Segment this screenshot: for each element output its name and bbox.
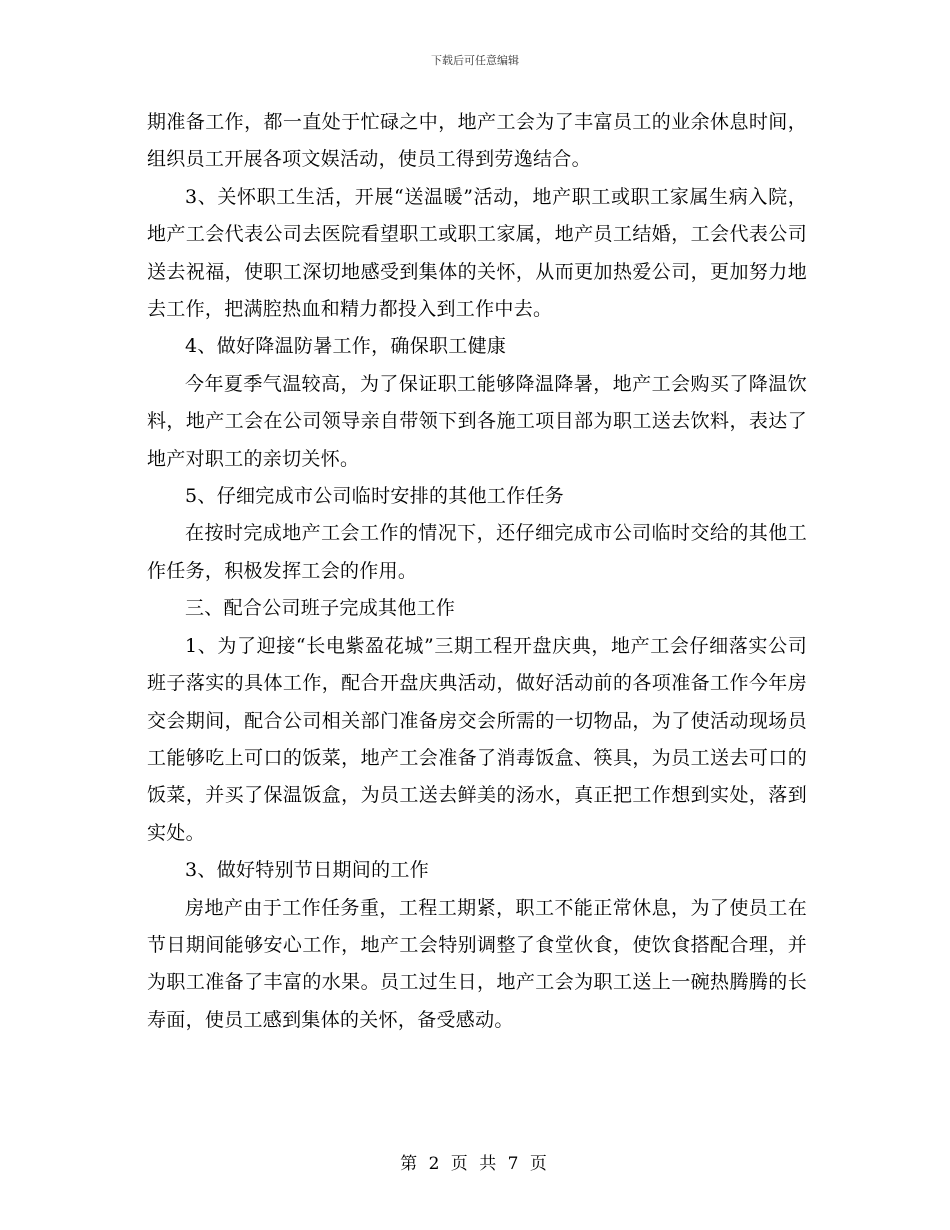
paragraph: 房地产由于工作任务重，工程工期紧，职工不能正常休息，为了使员工在节日期间能够安心工作，地产工会特别调整了食堂伙食，使饮食搭配合理，并为职工准备了丰富的水果。员工过生日，地产工会为职工送上一碗热腾腾的长寿面，使员工感到集体的关怀，备受感动。 (147, 896, 807, 1031)
paragraph: 3、关怀职工生活，开展“送温暖”活动，地产职工或职工家属生病入院，地产工会代表公司去医院看望职工或职工家属，地产员工结婚，工会代表公司送去祝福，使职工深切地感受到集体的关怀，从而更加热爱公司，更加努力地去工作，把满腔热血和精力都投入到工作中去。 (147, 185, 807, 321)
paragraph: 1、为了迎接“长电紫盈花城”三期工程开盘庆典，地产工会仔细落实公司班子落实的具体工作，配合开盘庆典活动，做好活动前的各项准备工作今年房交会期间，配合公司相关部门准备房交会所需的一切物品，为了使活动现场员工能够吃上可口的饭菜，地产工会准备了消毒饭盒、筷具，为员工送去可口的饭菜，并买了保温饭盒，为员工送去鲜美的汤水，真正把工作想到实处，落到实处。 (147, 634, 807, 844)
paragraph: 今年夏季气温较高，为了保证职工能够降温降暑，地产工会购买了降温饮料，地产工会在公司领导亲自带领下到各施工项目部为职工送去饮料，表达了地产对职工的亲切关怀。 (147, 372, 807, 470)
document-body (147, 104, 807, 1039)
section-heading: 5、仔细完成市公司临时安排的其他工作任务 (185, 485, 565, 508)
header-note: 下载后可任意编辑 (431, 54, 519, 67)
section-heading: 4、做好降温防暑工作，确保职工健康 (185, 335, 507, 358)
section-heading: 3、做好特别节日期间的工作 (185, 859, 429, 882)
page-number: 第 2 页 共 7 页 (400, 1154, 550, 1174)
paragraph: 在按时完成地产工会工作的情况下，还仔细完成市公司临时交给的其他工作任务，积极发挥工会的作用。 (147, 522, 807, 582)
paragraph: 期准备工作，都一直处于忙碌之中，地产工会为了丰富员工的业余休息时间，组织员工开展各项文娱活动，使员工得到劳逸结合。 (147, 111, 807, 171)
section-heading: 三、配合公司班子完成其他工作 (185, 597, 456, 620)
